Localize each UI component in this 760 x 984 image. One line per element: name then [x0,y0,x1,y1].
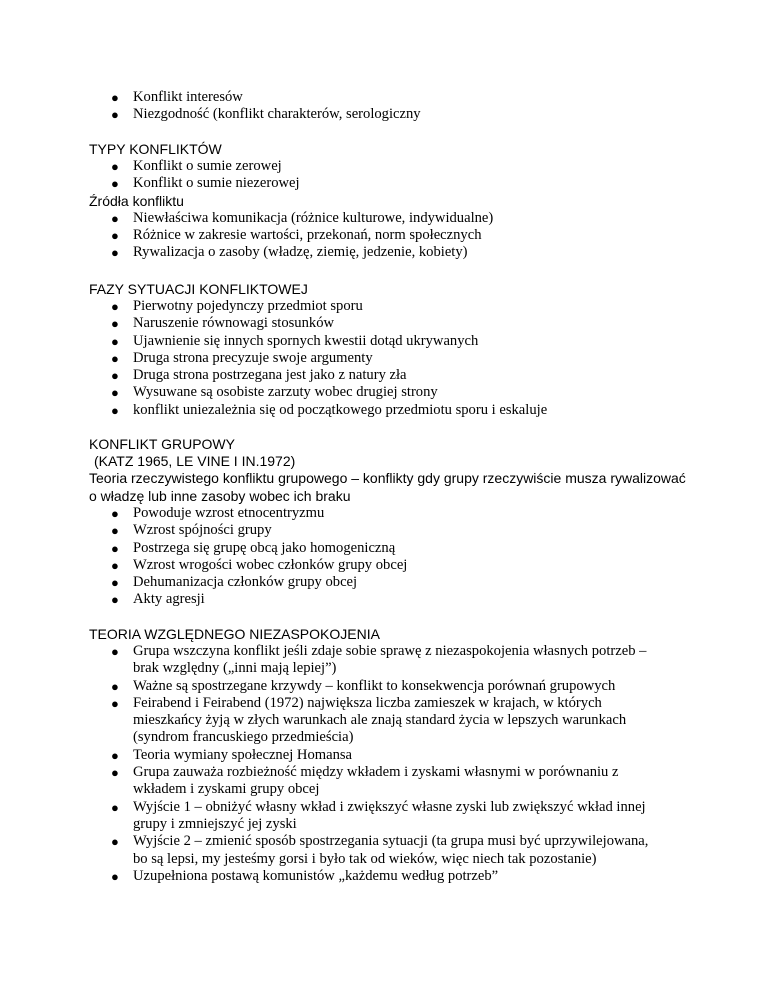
list-item: ● Akty agresji [111,591,205,608]
group-effects-list [0,505,760,609]
bullet-icon: ● [111,868,119,884]
section-heading: KONFLIKT GRUPOWY [89,436,235,452]
section-heading: TEORIA WZGLĘDNEGO NIEZASPOKOJENIA [89,626,380,642]
bullet-icon: ● [111,210,119,226]
bullet-icon: ● [111,159,119,174]
list-item: ● Konflikt o sumie zerowej [111,158,282,174]
list-item: ● Rywalizacja o zasoby (władzę, ziemię, jedzenie, kobiety) [111,244,468,261]
bullet-icon: ● [111,333,119,349]
section-heading: FAZY SYTUACJI KONFLIKTOWEJ [89,281,308,297]
deprivation-list [0,643,760,885]
intro-list-block [0,89,760,124]
list-item: ● Różnice w zakresie wartości, przekonań, norm społecznych [111,226,482,243]
phases-list [0,298,760,419]
list-item: ● Wysuwane są osobiste zarzuty wobec drugiej strony [111,384,438,401]
theory-paragraph: Teoria rzeczywistego konfliktu grupowego – konflikty gdy grupy rzeczywiście musza rywalizować o władzę lub inne zasoby wobec ich braku [89,470,686,504]
citation-line: (KATZ 1965, LE VINE I IN.1972) [94,453,296,469]
list-item: ● Postrzega się grupę obcą jako homogeniczną [111,539,396,556]
bullet-icon: ● [111,245,119,261]
list-item: ● Powoduje wzrost etnocentryzmu [111,505,325,521]
bullet-icon: ● [111,506,119,521]
list-item: ● Wzrost wrogości wobec członków grupy obcej [111,556,408,573]
types-list [0,158,760,193]
bullet-icon: ● [111,368,119,384]
bullet-icon: ● [111,227,119,243]
bullet-icon: ● [111,575,119,591]
list-item: ● Wzrost spójności grupy [111,522,272,539]
subsection-heading: Źródła konfliktu [89,192,184,209]
list-item: ● konflikt uniezależnia się od początkowego przedmiotu sporu i eskaluje [111,401,548,418]
bullet-icon: ● [111,385,119,401]
bullet-icon: ● [111,644,119,659]
bullet-icon: ● [111,747,119,763]
list-item: ● Wyjście 1 – obniżyć własny wkład i zwiększyć własne zyski lub zwiększyć wkład innej grupy i zmniejszyć jej zyski [111,798,646,832]
list-item: ● Dehumanizacja członków grupy obcej [111,574,358,591]
phases-section [0,281,760,419]
relative-deprivation-section [0,626,760,885]
bullet-icon: ● [111,523,119,539]
bullet-icon: ● [111,678,119,694]
list-item: ● Teoria wymiany społecznej Homansa [111,746,353,763]
bullet-icon: ● [111,834,119,850]
list-item: ● Pierwotny pojedynczy przedmiot sporu [111,298,363,314]
list-item: ● Wyjście 2 – zmienić sposób spostrzegania sytuacji (ta grupa musi być uprzywilejowana, bo są lepsi, my jesteśmy gorsi i było tak od wieków, więc niech tak pozostanie) [111,833,649,867]
types-section [0,141,760,261]
list-item: ● Naruszenie równowagi stosunków [111,315,335,332]
list-item: ● Ujawnienie się innych spornych kwestii dotąd ukrywanych [111,332,479,349]
intro-list [0,89,760,124]
bullet-icon: ● [111,176,119,192]
sources-list [0,210,760,262]
bullet-icon: ● [111,402,119,418]
bullet-icon: ● [111,557,119,573]
list-item: ● Konflikt o sumie niezerowej [111,175,300,192]
list-item: ● Grupa wszczyna konflikt jeśli zdaje sobie sprawę z niezaspokojenia własnych potrzeb – brak względny („inni mają lepiej”) [111,643,647,677]
section-heading: TYPY KONFLIKTÓW [89,141,222,157]
list-item: ● Druga strona precyzuje swoje argumenty [111,349,373,366]
list-item: ● Konflikt interesów [111,89,243,105]
bullet-icon: ● [111,799,119,815]
bullet-icon: ● [111,350,119,366]
list-item: ● Feirabend i Feirabend (1972) największa liczba zamieszek w krajach, w których mieszkańcy żyją w złych warunkach ale znają standard życia w lepszych warunkach (syndrom francuskiego przedmieścia) [111,694,627,746]
list-item: ● Niewłaściwa komunikacja (różnice kulturowe, indywidualne) [111,209,494,226]
bullet-icon: ● [111,695,119,711]
group-conflict-section [0,436,760,609]
bullet-icon: ● [111,90,119,105]
bullet-icon: ● [111,592,119,608]
list-item: ● Druga strona postrzegana jest jako z natury zła [111,367,407,384]
list-item: ● Niezgodność (konflikt charakterów, serologiczny [111,106,421,123]
bullet-icon: ● [111,316,119,332]
list-item: ● Grupa zauważa rozbieżność między wkładem i zyskami własnymi w porównaniu z wkładem i zyskami grupy obcej [111,764,619,798]
bullet-icon: ● [111,299,119,314]
list-item: ● Ważne są spostrzegane krzywdy – konflikt to konsekwencja porównań grupowych [111,677,616,694]
list-item: ● Uzupełniona postawą komunistów „każdemu według potrzeb” [111,867,499,884]
bullet-icon: ● [111,765,119,781]
bullet-icon: ● [111,107,119,123]
bullet-icon: ● [111,540,119,556]
